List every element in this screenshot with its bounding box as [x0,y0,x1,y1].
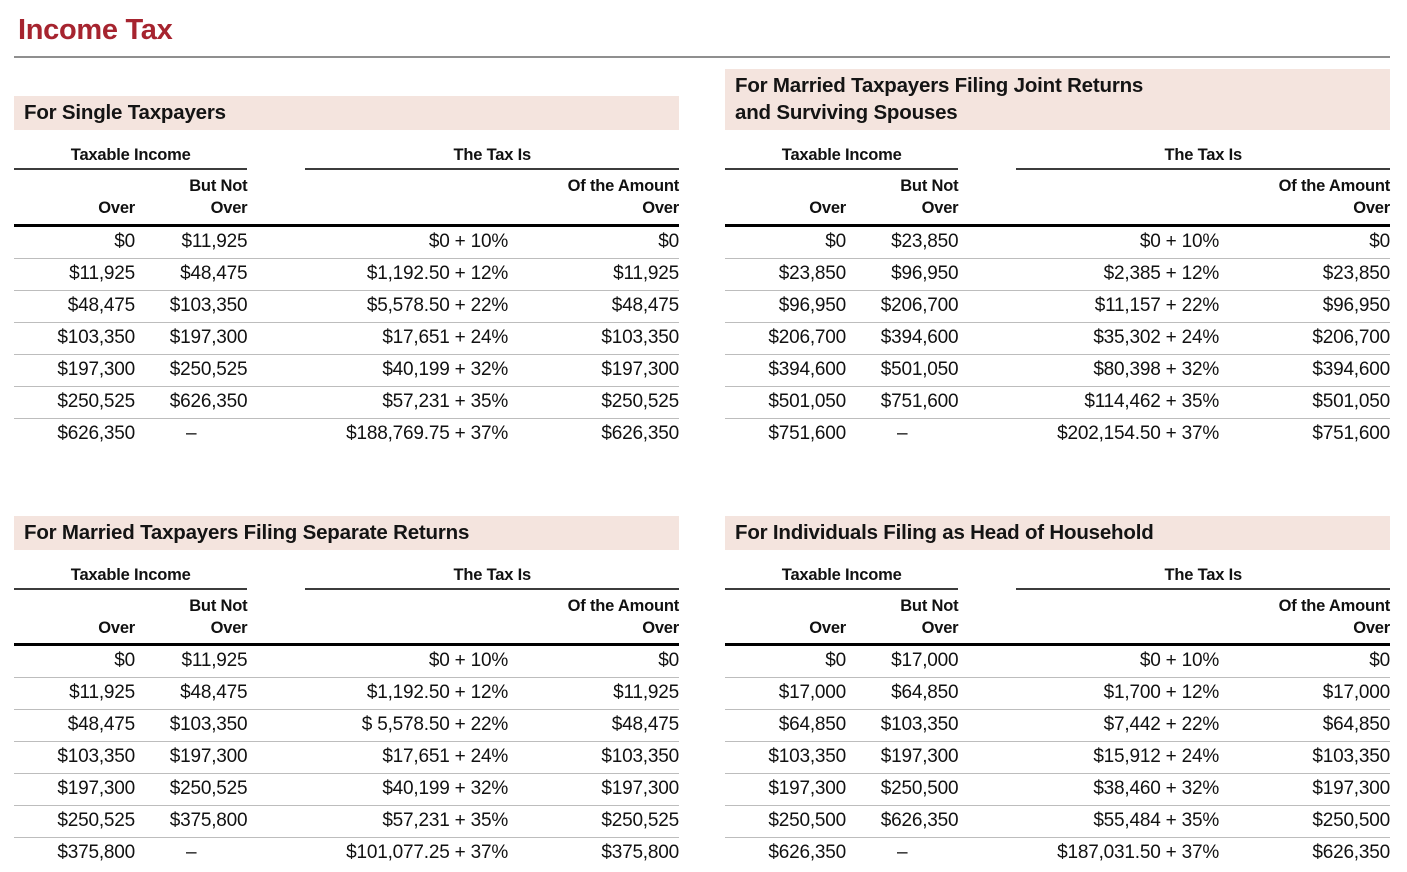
table-cell: $250,500 [1312,810,1390,832]
page-title: Income Tax [18,14,173,46]
table-cell: $1,192.50 + 12% [366,682,509,704]
table-cell: $394,600 [1312,358,1390,380]
table-row [725,806,1390,838]
table-cell: $197,300 [1312,778,1390,800]
table-cell: $15,912 + 24% [1093,746,1220,768]
table-cell: $103,350 [601,326,679,348]
column-group-the-tax-is: The Tax Is [305,146,679,170]
table-header [14,146,679,225]
table-cell: $55,484 + 35% [1093,810,1220,832]
table-cell: $35,302 + 24% [1093,326,1220,348]
table-header [725,566,1390,645]
table-cell: $751,600 [1312,422,1390,444]
table-cell: $64,850 [891,682,959,704]
section-title-line: For Single Taxpayers [24,101,226,124]
table-row [14,645,679,678]
table-cell: $187,031.50 + 37% [1057,842,1220,864]
table-cell: $0 [658,650,679,672]
table-cell: $11,925 [181,650,248,672]
table-cell: $64,850 [1322,714,1390,736]
table-row [725,742,1390,774]
col-header-tax [247,170,508,225]
table-cell: $48,475 [180,262,248,284]
table-row [725,290,1390,322]
table-row [14,742,679,774]
column-header-row [725,170,1390,225]
table-cell: $626,350 [768,842,847,864]
col-header-over: Over [14,590,135,645]
tax-table-head-of-household [725,566,1390,870]
table-cell: $103,350 [768,746,847,768]
section-header-area [725,488,1390,550]
table-row [725,225,1390,258]
column-header-row [725,590,1390,645]
table-cell: $17,651 + 24% [382,326,509,348]
table-cell: $11,925 [181,230,248,252]
section-head-of-household [725,488,1390,870]
col-header-but-not-over: But Not Over [846,590,958,645]
table-cell: $501,050 [1312,390,1390,412]
section-title [725,69,1390,130]
column-group-taxable-income: Taxable Income [725,566,958,590]
table-cell: $0 [1369,650,1390,672]
table-cell: $375,800 [169,810,248,832]
table-cell: $103,350 [57,746,136,768]
table-cell: $ 5,578.50 + 22% [361,714,509,736]
table-cell: $250,525 [169,358,248,380]
table-cell: $0 + 10% [1139,650,1220,672]
table-cell: $197,300 [169,326,248,348]
table-cell: $188,769.75 + 37% [346,422,509,444]
table-header [14,566,679,645]
table-cell: $96,950 [891,262,959,284]
table-cell: $103,350 [57,326,136,348]
title-divider [14,56,1390,58]
table-row [14,322,679,354]
table-cell: $626,350 [1312,842,1390,864]
table-cell: $96,950 [778,294,847,316]
table-cell: $206,700 [768,326,847,348]
table-cell: $114,462 + 35% [1084,390,1220,412]
table-row [14,290,679,322]
table-cell: $17,000 [778,682,847,704]
table-cell: $40,199 + 32% [382,778,509,800]
table-row [14,354,679,386]
table-body [725,645,1390,870]
col-header-but-not-over: But Not Over [135,590,247,645]
table-cell: $0 [658,230,679,252]
table-cell: $375,800 [57,842,136,864]
table-row [725,774,1390,806]
col-header-over: Over [14,170,135,225]
table-cell: $17,651 + 24% [382,746,509,768]
table-cell: $48,475 [611,294,679,316]
table-cell: $40,199 + 32% [382,358,509,380]
column-group-taxable-income: Taxable Income [725,146,958,170]
table-row [14,225,679,258]
tax-table-married-separate [14,566,679,870]
table-cell: $1,192.50 + 12% [366,262,509,284]
table-row [14,386,679,418]
table-cell: $250,500 [880,778,959,800]
column-group-the-tax-is: The Tax Is [305,566,679,590]
table-cell: $48,475 [611,714,679,736]
table-row [14,258,679,290]
table-row [14,838,679,870]
table-cell: – [186,422,197,444]
column-group-row [14,146,679,170]
table-cell: $101,077.25 + 37% [346,842,509,864]
table-cell: $626,350 [880,810,959,832]
table-row [725,322,1390,354]
table-cell: $96,950 [1322,294,1390,316]
tax-table-married-joint [725,146,1390,450]
column-group-taxable-income: Taxable Income [14,566,247,590]
tax-tables-grid [14,68,1390,869]
column-group-row [725,146,1390,170]
column-group-row [14,566,679,590]
table-cell: $206,700 [880,294,959,316]
table-cell: $0 [1369,230,1390,252]
table-cell: $250,525 [57,810,136,832]
table-body [14,225,679,450]
table-cell: $11,925 [613,262,679,284]
table-cell: $11,925 [69,682,136,704]
table-row [725,710,1390,742]
table-cell: $250,500 [768,810,847,832]
table-cell: $80,398 + 32% [1093,358,1220,380]
table-cell: $751,600 [768,422,847,444]
section-header-area [14,68,679,130]
table-cell: $48,475 [67,294,136,316]
column-group-the-tax-is: The Tax Is [1016,146,1390,170]
table-row [14,806,679,838]
section-header-area [725,68,1390,130]
table-cell: $0 [825,650,847,672]
table-cell: $626,350 [601,422,679,444]
table-cell: $626,350 [57,422,136,444]
table-cell: $1,700 + 12% [1103,682,1220,704]
table-cell: $375,800 [601,842,679,864]
section-title-line: For Individuals Filing as Head of Household [735,520,1154,544]
table-row [725,838,1390,870]
col-header-tax [958,170,1219,225]
table-cell: $57,231 + 35% [382,390,509,412]
table-cell: $103,350 [169,714,248,736]
column-group-the-tax-is: The Tax Is [1016,566,1390,590]
table-cell: $250,525 [169,778,248,800]
table-cell: $250,525 [601,810,679,832]
table-row [725,418,1390,450]
table-cell: $103,350 [601,746,679,768]
column-group-row [725,566,1390,590]
table-row [14,710,679,742]
table-cell: $11,157 + 22% [1094,294,1220,316]
col-header-of-the-amount-over: Of the Amount Over [1219,590,1390,645]
col-header-of-the-amount-over: Of the Amount Over [508,170,679,225]
table-cell: $57,231 + 35% [382,810,509,832]
table-row [725,258,1390,290]
col-header-tax [247,590,508,645]
table-cell: $197,300 [880,746,959,768]
table-cell: $17,000 [891,650,959,672]
table-cell: $501,050 [768,390,847,412]
table-cell: $626,350 [169,390,248,412]
section-title-line: and Surviving Spouses [735,101,958,124]
tax-table-single [14,146,679,450]
section-header-area [14,488,679,550]
table-body [14,645,679,870]
table-cell: $394,600 [880,326,959,348]
table-cell: $202,154.50 + 37% [1057,422,1220,444]
section-title-line: For Married Taxpayers Filing Separate Returns [24,520,470,544]
section-title [14,516,679,550]
table-cell: $23,850 [891,230,959,252]
table-cell: $11,925 [69,262,136,284]
table-cell: $0 + 10% [428,230,509,252]
col-header-but-not-over: But Not Over [135,170,247,225]
column-header-row [14,170,679,225]
table-cell: – [186,842,197,864]
section-title [725,516,1390,550]
section-married-filing-separate [14,488,679,870]
table-cell: $197,300 [601,358,679,380]
section-title [14,96,679,130]
section-married-filing-joint [725,68,1390,450]
table-cell: $0 + 10% [1139,230,1220,252]
table-cell: $48,475 [180,682,248,704]
table-row [725,645,1390,678]
table-cell: $17,000 [1322,682,1390,704]
column-header-row [14,590,679,645]
table-cell: $11,925 [613,682,679,704]
table-row [725,354,1390,386]
table-cell: $0 [114,230,136,252]
col-header-of-the-amount-over: Of the Amount Over [1219,170,1390,225]
table-cell: $5,578.50 + 22% [366,294,509,316]
table-row [725,678,1390,710]
table-row [14,774,679,806]
table-cell: $103,350 [169,294,248,316]
table-header [725,146,1390,225]
table-cell: $2,385 + 12% [1103,262,1220,284]
col-header-but-not-over: But Not Over [846,170,958,225]
table-cell: – [897,842,908,864]
table-cell: $250,525 [601,390,679,412]
col-header-tax [958,590,1219,645]
table-body [725,225,1390,450]
table-cell: $501,050 [880,358,959,380]
table-cell: $103,350 [880,714,959,736]
table-cell: $197,300 [57,358,136,380]
section-single-taxpayers [14,68,679,450]
col-header-over: Over [725,590,846,645]
col-header-over: Over [725,170,846,225]
table-cell: $394,600 [768,358,847,380]
table-cell: $0 [825,230,847,252]
table-row [725,386,1390,418]
column-group-taxable-income: Taxable Income [14,146,247,170]
table-row [14,678,679,710]
table-cell: $23,850 [778,262,847,284]
section-title-line: For Married Taxpayers Filing Joint Returns [735,74,1144,97]
table-cell: $751,600 [880,390,959,412]
table-cell: $0 [114,650,136,672]
table-cell: $206,700 [1312,326,1390,348]
table-cell: $64,850 [778,714,847,736]
table-cell: $7,442 + 22% [1103,714,1220,736]
col-header-of-the-amount-over: Of the Amount Over [508,590,679,645]
table-cell: $48,475 [67,714,136,736]
table-cell: $103,350 [1312,746,1390,768]
table-cell: $0 + 10% [428,650,509,672]
table-cell: $38,460 + 32% [1093,778,1220,800]
table-cell: $197,300 [601,778,679,800]
table-cell: $197,300 [169,746,248,768]
table-row [14,418,679,450]
table-cell: $250,525 [57,390,136,412]
table-cell: – [897,422,908,444]
table-cell: $197,300 [57,778,136,800]
table-cell: $23,850 [1322,262,1390,284]
table-cell: $197,300 [768,778,847,800]
